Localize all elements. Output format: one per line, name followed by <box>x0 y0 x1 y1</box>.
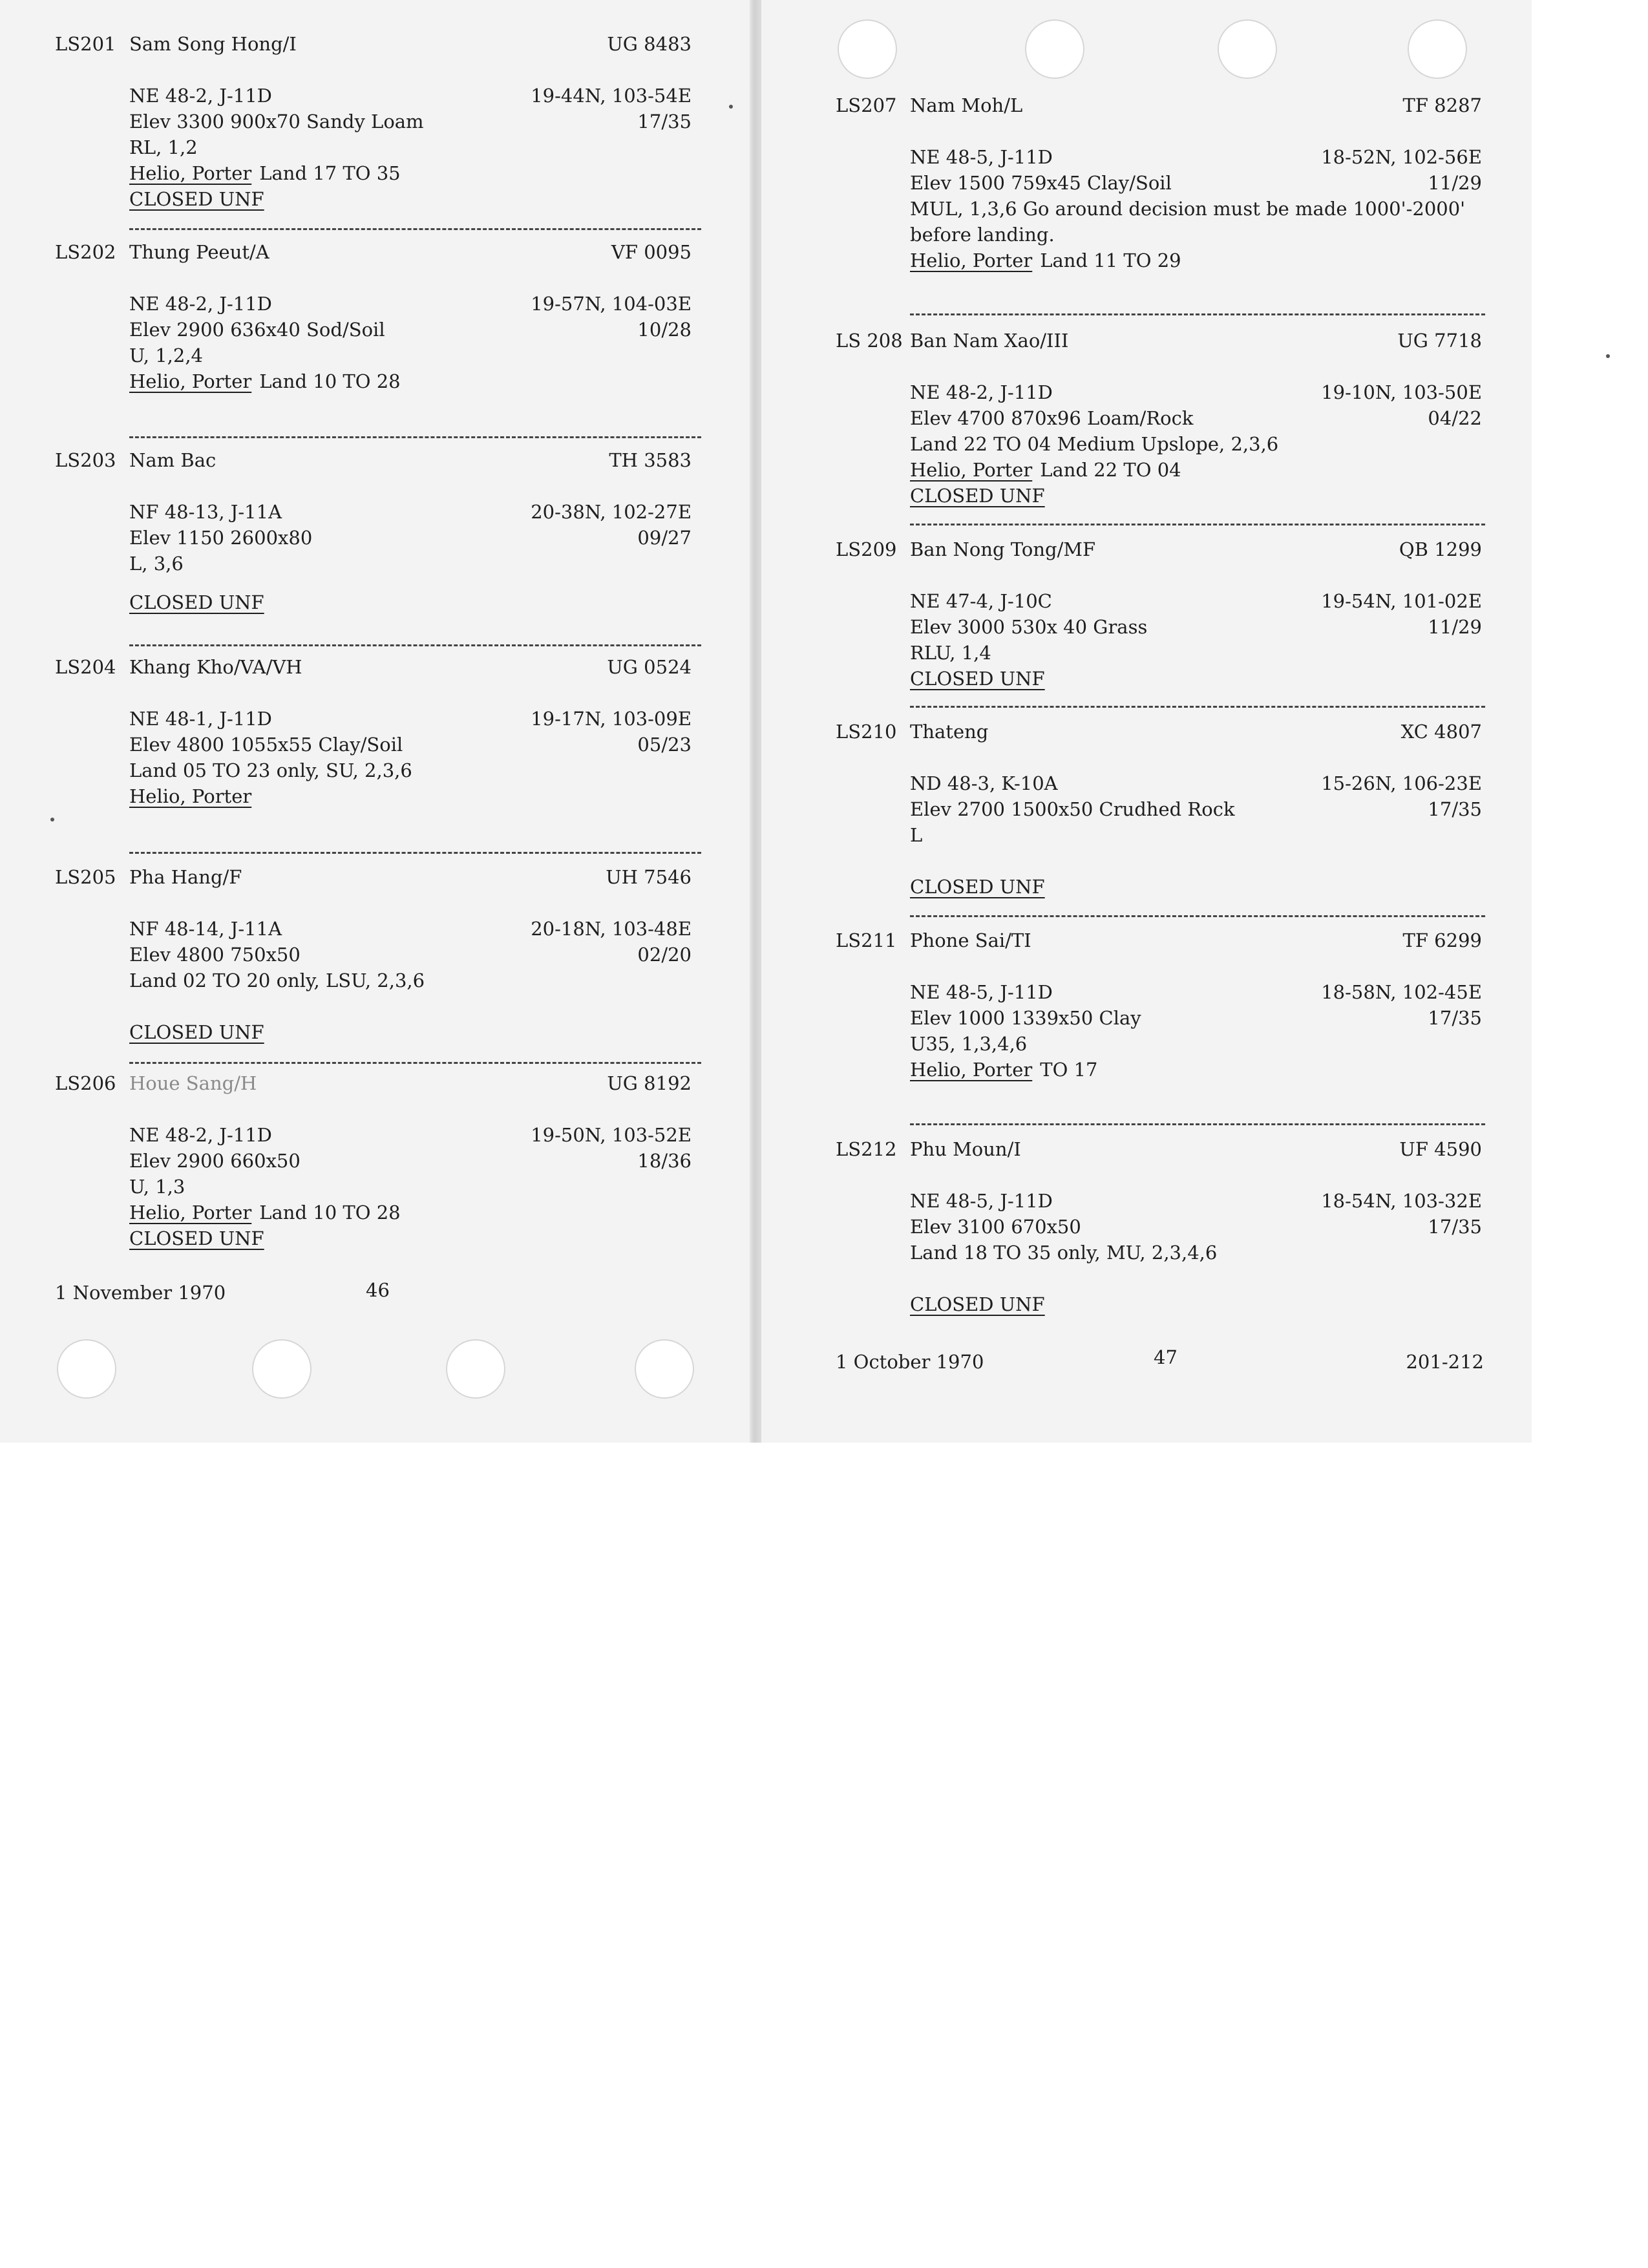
remarks: Land 22 TO 04 Medium Upslope, 2,3,6 <box>910 433 1279 455</box>
entry-ls204 <box>0 654 750 809</box>
site-code: LS205 <box>55 866 116 888</box>
site-code: LS201 <box>55 33 116 55</box>
grid-reference: UG 7718 <box>1397 330 1482 352</box>
chart-reference: NE 48-5, J-11D <box>910 1190 1053 1212</box>
site-code: LS207 <box>836 94 897 116</box>
page-number: 46 <box>366 1279 390 1301</box>
left-page <box>0 0 750 1443</box>
site-name: Khang Kho/VA/VH <box>129 656 302 678</box>
remarks: Land 02 TO 20 only, LSU, 2,3,6 <box>129 970 425 991</box>
chart-reference: NE 48-2, J-11D <box>129 85 272 107</box>
separator <box>910 524 1485 525</box>
elevation-dimensions: Elev 4800 1055x55 Clay/Soil <box>129 734 403 756</box>
remarks: Land 05 TO 23 only, SU, 2,3,6 <box>129 759 412 781</box>
punch-hole <box>446 1339 505 1399</box>
landing-direction: Land 11 TO 29 <box>1040 249 1181 271</box>
chart-reference: NE 48-5, J-11D <box>910 981 1053 1003</box>
elevation-dimensions: Elev 1150 2600x80 <box>129 527 313 549</box>
grid-reference: UG 8192 <box>607 1072 692 1094</box>
site-code: LS212 <box>836 1138 897 1160</box>
punch-hole <box>252 1339 312 1399</box>
landing-direction: Land 17 TO 35 <box>259 162 401 184</box>
entry-ls210 <box>761 719 1532 900</box>
coordinates: 15-26N, 106-23E <box>1321 772 1482 794</box>
coordinates: 19-10N, 103-50E <box>1321 381 1482 403</box>
landing-direction: TO 17 <box>1040 1059 1098 1081</box>
speck <box>1606 354 1610 358</box>
footer-date: 1 November 1970 <box>55 1282 226 1304</box>
chart-reference: NE 48-1, J-11D <box>129 708 272 730</box>
grid-reference: UF 4590 <box>1399 1138 1482 1160</box>
landing-direction: Land 22 TO 04 <box>1040 459 1181 481</box>
status: CLOSED UNF <box>910 485 1045 507</box>
site-name: Pha Hang/F <box>129 866 242 888</box>
speck <box>50 818 54 821</box>
coordinates: 19-50N, 103-52E <box>531 1124 692 1146</box>
chart-reference: NE 48-2, J-11D <box>129 293 272 315</box>
status: CLOSED UNF <box>129 1021 264 1043</box>
separator <box>129 1062 701 1064</box>
coordinates: 19-44N, 103-54E <box>531 85 692 107</box>
aircraft-types: Helio, Porter <box>910 459 1033 481</box>
grid-reference: TF 8287 <box>1402 94 1482 116</box>
coordinates: 19-54N, 101-02E <box>1321 590 1482 612</box>
chart-reference: NE 47-4, J-10C <box>910 590 1052 612</box>
page-gutter <box>750 0 761 1443</box>
runway-heading: 17/35 <box>1428 798 1482 820</box>
entry-ls209 <box>761 536 1532 692</box>
coordinates: 19-17N, 103-09E <box>531 708 692 730</box>
entry-ls202 <box>0 239 750 394</box>
grid-reference: XC 4807 <box>1400 721 1482 743</box>
elevation-dimensions: Elev 3100 670x50 <box>910 1216 1081 1238</box>
runway-heading: 10/28 <box>637 319 692 341</box>
chart-reference: NF 48-14, J-11A <box>129 918 282 940</box>
aircraft-types: Helio, Porter <box>910 249 1033 271</box>
remarks: L <box>910 824 923 846</box>
separator <box>910 915 1485 917</box>
site-code: LS211 <box>836 929 897 951</box>
separator <box>129 228 701 230</box>
landing-direction: Land 10 TO 28 <box>259 1202 401 1224</box>
site-code: LS202 <box>55 241 116 263</box>
punch-hole <box>1218 19 1277 79</box>
chart-reference: NF 48-13, J-11A <box>129 501 282 523</box>
status: CLOSED UNF <box>910 876 1045 898</box>
page-range: 201-212 <box>1406 1351 1484 1373</box>
remarks: MUL, 1,3,6 Go around decision must be made 1000'-2000' before landing. <box>910 198 1466 246</box>
runway-heading: 11/29 <box>1428 172 1482 194</box>
elevation-dimensions: Elev 3000 530x 40 Grass <box>910 616 1148 638</box>
runway-heading: 18/36 <box>637 1150 692 1172</box>
coordinates: 18-58N, 102-45E <box>1321 981 1482 1003</box>
elevation-dimensions: Elev 2700 1500x50 Crudhed Rock <box>910 798 1235 820</box>
coordinates: 18-52N, 102-56E <box>1321 146 1482 168</box>
chart-reference: NE 48-2, J-11D <box>129 1124 272 1146</box>
entry-ls211 <box>761 927 1532 1083</box>
footer-date: 1 October 1970 <box>836 1351 984 1373</box>
site-code: LS210 <box>836 721 897 743</box>
remarks: U, 1,3 <box>129 1176 185 1198</box>
remarks: RLU, 1,4 <box>910 642 991 664</box>
entry-ls203 <box>0 447 750 615</box>
site-code: LS209 <box>836 538 897 560</box>
site-name: Nam Bac <box>129 449 217 471</box>
elevation-dimensions: Elev 1000 1339x50 Clay <box>910 1007 1141 1029</box>
site-code: LS204 <box>55 656 116 678</box>
chart-reference: ND 48-3, K-10A <box>910 772 1058 794</box>
runway-heading: 11/29 <box>1428 616 1482 638</box>
site-name: Thung Peeut/A <box>129 241 269 263</box>
grid-reference: VF 0095 <box>611 241 692 263</box>
site-name: Sam Song Hong/I <box>129 33 297 55</box>
entry-ls208 <box>761 328 1532 509</box>
aircraft-types: Helio, Porter <box>129 785 252 807</box>
site-name: Nam Moh/L <box>910 94 1023 116</box>
page-number: 47 <box>1154 1346 1178 1368</box>
site-name: Thateng <box>910 721 989 743</box>
elevation-dimensions: Elev 4700 870x96 Loam/Rock <box>910 407 1194 429</box>
aircraft-types: Helio, Porter <box>910 1059 1033 1081</box>
grid-reference: UG 0524 <box>607 656 692 678</box>
runway-heading: 04/22 <box>1428 407 1482 429</box>
site-name: Phone Sai/TI <box>910 929 1031 951</box>
punch-hole <box>635 1339 694 1399</box>
chart-reference: NE 48-5, J-11D <box>910 146 1053 168</box>
separator <box>129 644 701 646</box>
status: CLOSED UNF <box>910 1293 1045 1315</box>
separator <box>910 706 1485 708</box>
separator <box>129 436 701 438</box>
status: CLOSED UNF <box>910 668 1045 690</box>
site-name: Ban Nam Xao/III <box>910 330 1069 352</box>
site-code: LS206 <box>55 1072 116 1094</box>
separator <box>129 852 701 854</box>
entry-ls207 <box>761 92 1532 273</box>
remarks: U35, 1,3,4,6 <box>910 1033 1028 1055</box>
elevation-dimensions: Elev 2900 660x50 <box>129 1150 301 1172</box>
site-name: Phu Moun/I <box>910 1138 1021 1160</box>
site-name: Houe Sang/H <box>129 1072 257 1094</box>
punch-hole <box>838 19 897 79</box>
aircraft-types: Helio, Porter <box>129 162 252 184</box>
separator <box>910 313 1485 315</box>
grid-reference: UH 7546 <box>606 866 692 888</box>
aircraft-types: Helio, Porter <box>129 370 252 392</box>
elevation-dimensions: Elev 3300 900x70 Sandy Loam <box>129 111 424 132</box>
runway-heading: 17/35 <box>1428 1007 1482 1029</box>
punch-hole <box>1025 19 1084 79</box>
coordinates: 20-18N, 103-48E <box>531 918 692 940</box>
status: CLOSED UNF <box>129 591 264 613</box>
elevation-dimensions: Elev 2900 636x40 Sod/Soil <box>129 319 385 341</box>
runway-heading: 02/20 <box>637 944 692 966</box>
remarks: U, 1,2,4 <box>129 344 204 366</box>
entry-ls205 <box>0 864 750 1045</box>
runway-heading: 05/23 <box>637 734 692 756</box>
grid-reference: QB 1299 <box>1399 538 1482 560</box>
entry-ls206 <box>0 1070 750 1251</box>
elevation-dimensions: Elev 4800 750x50 <box>129 944 301 966</box>
site-code: LS 208 <box>836 330 903 352</box>
remarks: Land 18 TO 35 only, MU, 2,3,4,6 <box>910 1242 1218 1264</box>
remarks: RL, 1,2 <box>129 136 198 158</box>
runway-heading: 17/35 <box>1428 1216 1482 1238</box>
coordinates: 18-54N, 103-32E <box>1321 1190 1482 1212</box>
runway-heading: 17/35 <box>637 111 692 132</box>
entry-ls201 <box>0 31 750 212</box>
coordinates: 19-57N, 104-03E <box>531 293 692 315</box>
right-page <box>761 0 1532 1443</box>
grid-reference: TF 6299 <box>1402 929 1482 951</box>
aircraft-types: Helio, Porter <box>129 1202 252 1224</box>
punch-hole <box>57 1339 116 1399</box>
chart-reference: NE 48-2, J-11D <box>910 381 1053 403</box>
site-code: LS203 <box>55 449 116 471</box>
speck <box>729 105 733 109</box>
landing-direction: Land 10 TO 28 <box>259 370 401 392</box>
site-name: Ban Nong Tong/MF <box>910 538 1096 560</box>
coordinates: 20-38N, 102-27E <box>531 501 692 523</box>
remarks: L, 3,6 <box>129 553 184 575</box>
status: CLOSED UNF <box>129 1227 264 1249</box>
punch-hole <box>1408 19 1467 79</box>
entry-ls212 <box>761 1136 1532 1317</box>
grid-reference: UG 8483 <box>607 33 692 55</box>
runway-heading: 09/27 <box>637 527 692 549</box>
status: CLOSED UNF <box>129 188 264 210</box>
elevation-dimensions: Elev 1500 759x45 Clay/Soil <box>910 172 1172 194</box>
separator <box>910 1123 1485 1125</box>
grid-reference: TH 3583 <box>609 449 692 471</box>
